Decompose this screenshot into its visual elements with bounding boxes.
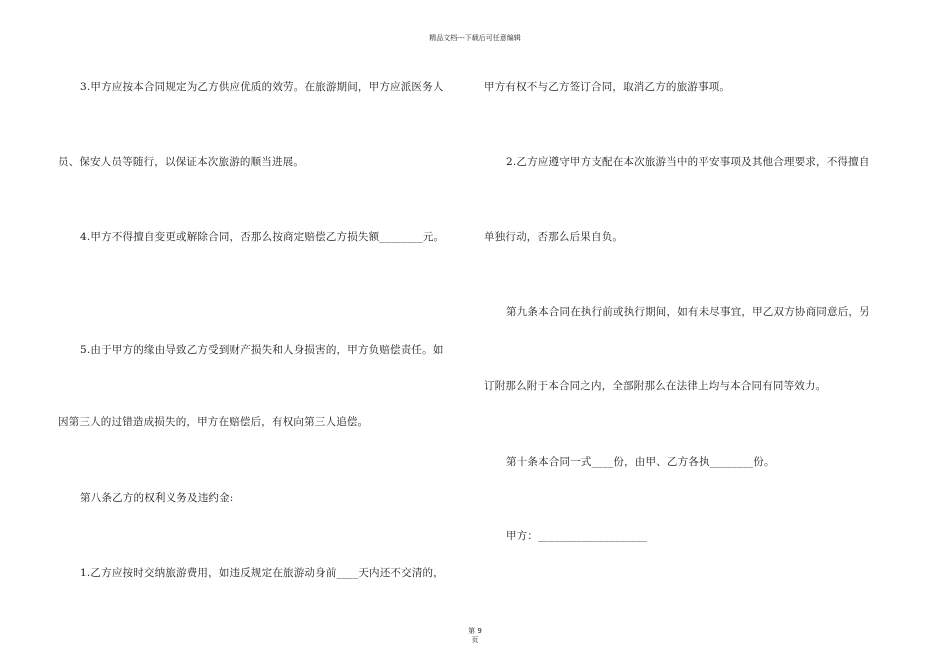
article-8-clause-1-line-1: 1.乙方应按时交纳旅游费用，如违反规定在旅游动身前____天内还不交清的， <box>80 567 444 579</box>
clause-4-line-1: 4.甲方不得擅自变更或解除合同，否那么按商定赔偿乙方损失额________元。 <box>80 231 445 243</box>
article-10-line: 第十条本合同一式____份，由甲、乙方各执________份。 <box>506 456 775 468</box>
clause-3-line-1: 3.甲方应按本合同规定为乙方供应优质的效劳。在旅游期间，甲方应派医务人 <box>80 81 444 93</box>
article-9-line-1: 第九条本合同在执行前或执行期间，如有未尽事宜，甲乙双方协商同意后，另 <box>506 306 870 318</box>
clause-5-line-1: 5.由于甲方的缘由导致乙方受到财产损失和人身损害的，甲方负赔偿责任。如 <box>80 344 444 356</box>
clause-3-line-2: 员、保安人员等随行，以保证本次旅游的顺当进展。 <box>58 156 305 168</box>
article-8-clause-2-line-2: 单独行动，否那么后果自负。 <box>484 231 624 243</box>
page-number-line-2: 页 <box>471 636 479 644</box>
article-8-clause-2-line-1: 2.乙方应遵守甲方支配在本次旅游当中的平安事项及其他合理要求，不得擅自 <box>506 156 870 168</box>
page-number-line-1: 第 9 <box>468 627 482 635</box>
page-header: 精品文档---下载后可任意编辑 <box>429 34 521 42</box>
clause-5-line-2: 因第三人的过错造成损失的，甲方在赔偿后，有权向第三人追偿。 <box>58 416 369 428</box>
article-9-line-2: 订附那么附于本合同之内，全部附那么在法律上均与本合同有同等效力。 <box>484 380 827 392</box>
page-number <box>0 627 950 645</box>
article-8-clause-1-line-2: 甲方有权不与乙方签订合同，取消乙方的旅游事项。 <box>484 81 731 93</box>
party-a-signature-line: 甲方：____________________ <box>506 530 648 542</box>
article-8-heading: 第八条乙方的权利义务及违约金: <box>80 492 234 504</box>
